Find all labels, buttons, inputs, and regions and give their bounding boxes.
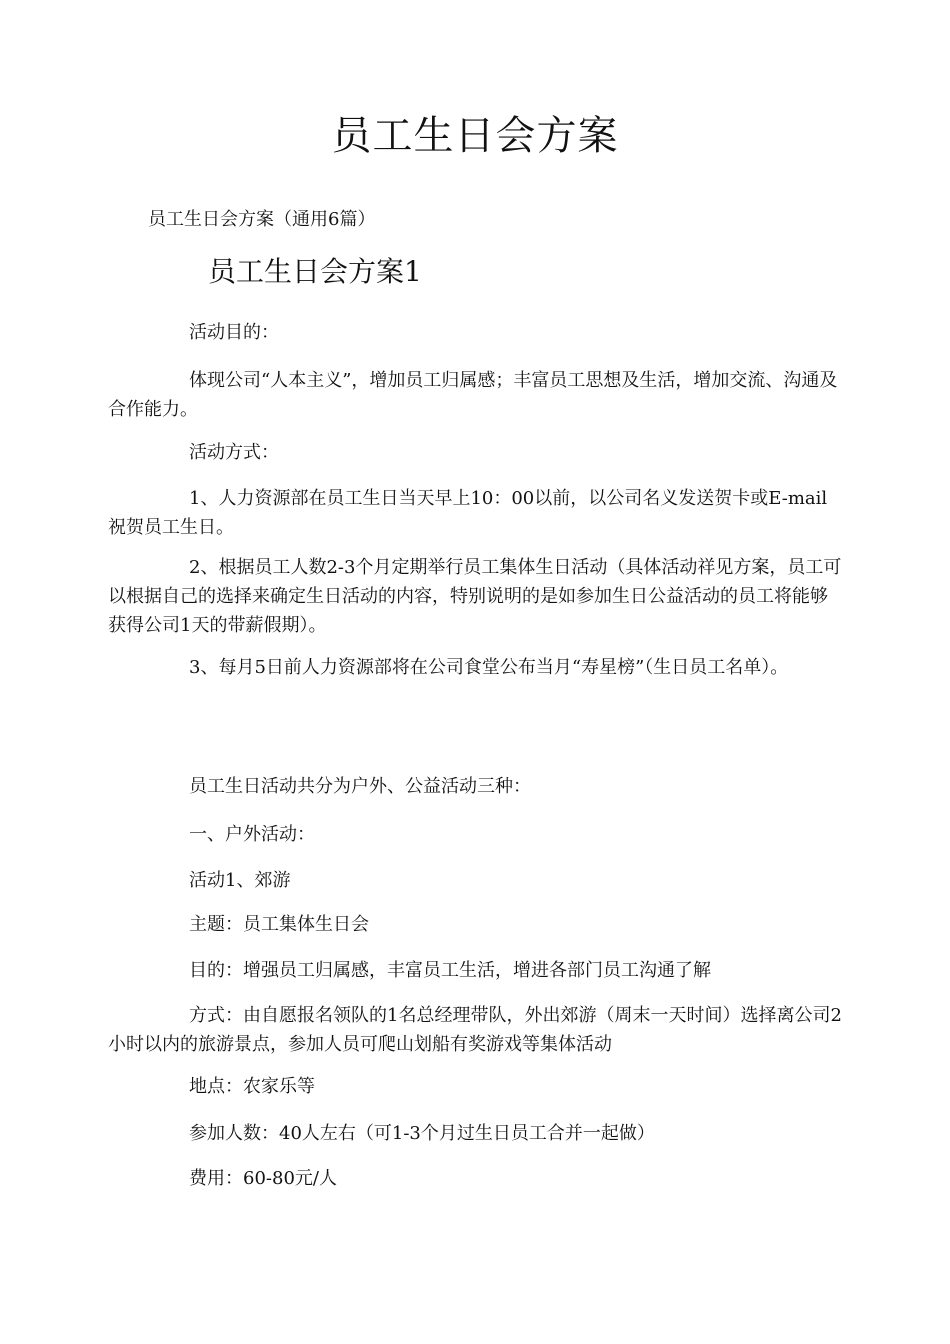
paragraph-location: 地点：农家乐等 <box>189 1076 315 1097</box>
paragraph-cost: 费用：60-80元/人 <box>189 1168 337 1189</box>
document-subtitle: 员工生日会方案（通用6篇） <box>148 209 376 230</box>
paragraph-approach: 方式：由自愿报名领队的1名总经理带队，外出郊游（周末一天时间）选择离公司2小时以内的旅游景点，参加人员可爬山划船有奖游戏等集体活动 <box>108 1005 842 1055</box>
paragraph-participants: 参加人数：40人左右（可1-3个月过生日员工合并一起做） <box>189 1123 655 1144</box>
paragraph-goal: 目的：增强员工归属感，丰富员工生活，增进各部门员工沟通了解 <box>189 960 711 981</box>
paragraph-method-label: 活动方式： <box>189 442 279 463</box>
paragraph-activity-types: 员工生日活动共分为户外、公益活动三种： <box>189 776 531 797</box>
paragraph-activity-1: 活动1、郊游 <box>189 870 291 891</box>
paragraph-method-2: 2、根据员工人数2-3个月定期举行员工集体生日活动（具体活动祥见方案，员工可以根据自己的选择来确定生日活动的内容，特别说明的是如参加生日公益活动的员工将能够获得公司1天的带薪假期）。 <box>108 557 842 636</box>
paragraph-theme: 主题：员工集体生日会 <box>189 914 369 935</box>
section-heading: 员工生日会方案1 <box>208 255 422 288</box>
paragraph-purpose-label: 活动目的： <box>189 322 279 343</box>
document-title: 员工生日会方案 <box>331 113 619 159</box>
paragraph-outdoor-heading: 一、户外活动： <box>189 824 315 845</box>
paragraph-purpose: 体现公司“人本主义”，增加员工归属感；丰富员工思想及生活，增加交流、沟通及合作能力。 <box>108 370 838 420</box>
paragraph-method-1: 1、人力资源部在员工生日当天早上10：00以前，以公司名义发送贺卡或E-mail祝贺员工生日。 <box>108 488 828 538</box>
paragraph-method-3: 3、每月5日前人力资源部将在公司食堂公布当月“寿星榜”（生日员工名单）。 <box>189 657 789 678</box>
